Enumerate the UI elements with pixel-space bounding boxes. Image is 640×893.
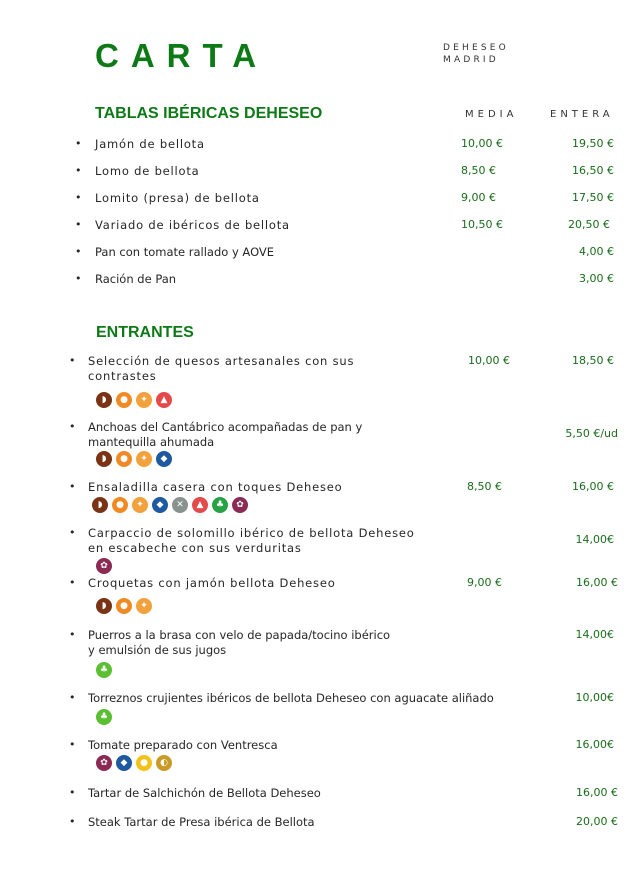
- item-name-line1: Torreznos crujientes ibéricos de bellota Deheseo con aguacate aliñado: [88, 691, 494, 705]
- fish-allergen-icon: ◆: [156, 451, 172, 467]
- item-name: Variado de ibéricos de bellota: [95, 218, 290, 232]
- milk-allergen-icon: ◗: [96, 451, 112, 467]
- milk-allergen-icon: ◗: [96, 392, 112, 408]
- item-name-line1: Ensaladilla casera con toques Deheseo: [88, 480, 343, 494]
- price-entera: 17,50 €: [572, 191, 614, 204]
- list-item: [0, 526, 640, 576]
- fish-allergen-icon: ◆: [116, 755, 132, 771]
- sulphites-allergen-icon: ▲: [156, 392, 172, 408]
- price-entera: 18,50 €: [572, 354, 614, 367]
- price-media: 8,50 €: [461, 164, 496, 177]
- bullet: •: [69, 576, 76, 589]
- list-item: [0, 272, 640, 288]
- bullet: •: [69, 526, 76, 539]
- column-header-entera: ENTERA: [550, 109, 614, 120]
- celery-allergen-icon: ♣: [96, 709, 112, 725]
- celery-allergen-icon: ♣: [96, 662, 112, 678]
- list-item: [0, 420, 640, 470]
- allergen-icons: [96, 451, 172, 467]
- price-media: 9,00 €: [467, 576, 502, 589]
- bullet: •: [69, 628, 76, 641]
- milk-allergen-icon: ◗: [92, 497, 108, 513]
- list-item: [0, 691, 640, 731]
- price-entera: 20,50 €: [568, 218, 610, 231]
- item-name-line1: Croquetas con jamón bellota Deheseo: [88, 576, 336, 590]
- price-media: 10,00 €: [461, 137, 503, 150]
- list-item: [0, 137, 640, 153]
- bullet: •: [75, 191, 82, 204]
- item-name-line1: Puerros a la brasa con velo de papada/tocino ibérico: [88, 628, 391, 642]
- price-entera: 16,00 €: [572, 480, 614, 493]
- fish-allergen-icon: ◆: [152, 497, 168, 513]
- sulphites-allergen-icon: ▲: [192, 497, 208, 513]
- bullet: •: [75, 137, 82, 150]
- item-name-line1: Anchoas del Cantábrico acompañadas de pan y: [88, 420, 363, 434]
- list-item: [0, 218, 640, 234]
- celery-allergen-icon: ♣: [212, 497, 228, 513]
- price-entera: 16,00 €: [576, 576, 618, 589]
- list-item: [0, 576, 640, 620]
- brand-name: DEHESEO: [443, 43, 509, 53]
- price-entera: 5,50 €/ud: [565, 427, 618, 440]
- bullet: •: [69, 738, 76, 751]
- price-media: 8,50 €: [467, 480, 502, 493]
- bullet: •: [69, 354, 76, 367]
- nuts-allergen-icon: ✕: [172, 497, 188, 513]
- column-header-media: MEDIA: [465, 109, 518, 120]
- gluten-allergen-icon: ✦: [136, 392, 152, 408]
- molluscs-allergen-icon: ✿: [232, 497, 248, 513]
- mustard-allergen-icon: ●: [136, 755, 152, 771]
- item-name-line2: mantequilla ahumada: [88, 435, 215, 449]
- bullet: •: [75, 218, 82, 231]
- allergen-icons: [96, 598, 152, 614]
- price-entera: 16,50 €: [572, 164, 614, 177]
- price-media: 10,00 €: [468, 354, 510, 367]
- egg-allergen-icon: ●: [116, 392, 132, 408]
- molluscs-allergen-icon: ✿: [96, 755, 112, 771]
- item-name-line1: Steak Tartar de Presa ibérica de Bellota: [88, 815, 315, 829]
- bullet: •: [75, 245, 82, 258]
- price-entera: 14,00€: [575, 533, 614, 546]
- allergen-icons: [96, 709, 112, 725]
- egg-allergen-icon: ●: [112, 497, 128, 513]
- item-name: Lomo de bellota: [95, 164, 200, 178]
- price-entera: 20,00 €: [576, 815, 618, 828]
- bullet: •: [69, 480, 76, 493]
- item-name-line1: Tomate preparado con Ventresca: [88, 738, 278, 752]
- price-entera: 14,00€: [575, 628, 614, 641]
- item-name: Pan con tomate rallado y AOVE: [95, 245, 275, 259]
- allergen-icons: [96, 558, 112, 574]
- soy-allergen-icon: ◐: [156, 755, 172, 771]
- egg-allergen-icon: ●: [116, 598, 132, 614]
- item-name: Ración de Pan: [95, 272, 177, 286]
- item-name-line1: Selección de quesos artesanales con sus: [88, 354, 355, 368]
- egg-allergen-icon: ●: [116, 451, 132, 467]
- price-entera: 4,00 €: [579, 245, 614, 258]
- list-item: [0, 786, 640, 802]
- price-media: 10,50 €: [461, 218, 503, 231]
- price-entera: 16,00 €: [576, 786, 618, 799]
- list-item: [0, 245, 640, 261]
- list-item: [0, 191, 640, 207]
- list-item: [0, 164, 640, 180]
- allergen-icons: [92, 497, 248, 513]
- list-item: [0, 628, 640, 680]
- price-entera: 19,50 €: [572, 137, 614, 150]
- price-media: 9,00 €: [461, 191, 496, 204]
- section-heading-tablas: TABLAS IBÉRICAS DEHESEO: [95, 105, 323, 122]
- bullet: •: [69, 815, 76, 828]
- bullet: •: [69, 691, 76, 704]
- item-name-line2: en escabeche con sus verduritas: [88, 541, 302, 555]
- gluten-allergen-icon: ✦: [136, 451, 152, 467]
- list-item: [0, 480, 640, 520]
- bullet: •: [69, 420, 76, 433]
- price-entera: 10,00€: [575, 691, 614, 704]
- bullet: •: [69, 786, 76, 799]
- gluten-allergen-icon: ✦: [132, 497, 148, 513]
- allergen-icons: [96, 392, 172, 408]
- item-name-line2: y emulsión de sus jugos: [88, 643, 227, 657]
- price-entera: 16,00€: [575, 738, 614, 751]
- list-item: [0, 815, 640, 831]
- bullet: •: [75, 272, 82, 285]
- milk-allergen-icon: ◗: [96, 598, 112, 614]
- brand-city: MADRID: [443, 55, 499, 65]
- item-name-line1: Carpaccio de solomillo ibérico de bellota Deheseo: [88, 526, 415, 540]
- list-item: [0, 738, 640, 778]
- item-name: Lomito (presa) de bellota: [95, 191, 260, 205]
- price-entera: 3,00 €: [579, 272, 614, 285]
- molluscs-allergen-icon: ✿: [96, 558, 112, 574]
- list-item: [0, 354, 640, 410]
- allergen-icons: [96, 662, 112, 678]
- section-heading-entrantes: ENTRANTES: [96, 324, 194, 341]
- item-name: Jamón de bellota: [95, 137, 205, 151]
- page-title: CARTA: [95, 37, 269, 74]
- item-name-line1: Tartar de Salchichón de Bellota Deheseo: [88, 786, 321, 800]
- gluten-allergen-icon: ✦: [136, 598, 152, 614]
- allergen-icons: [96, 755, 172, 771]
- item-name-line2: contrastes: [88, 369, 157, 383]
- bullet: •: [75, 164, 82, 177]
